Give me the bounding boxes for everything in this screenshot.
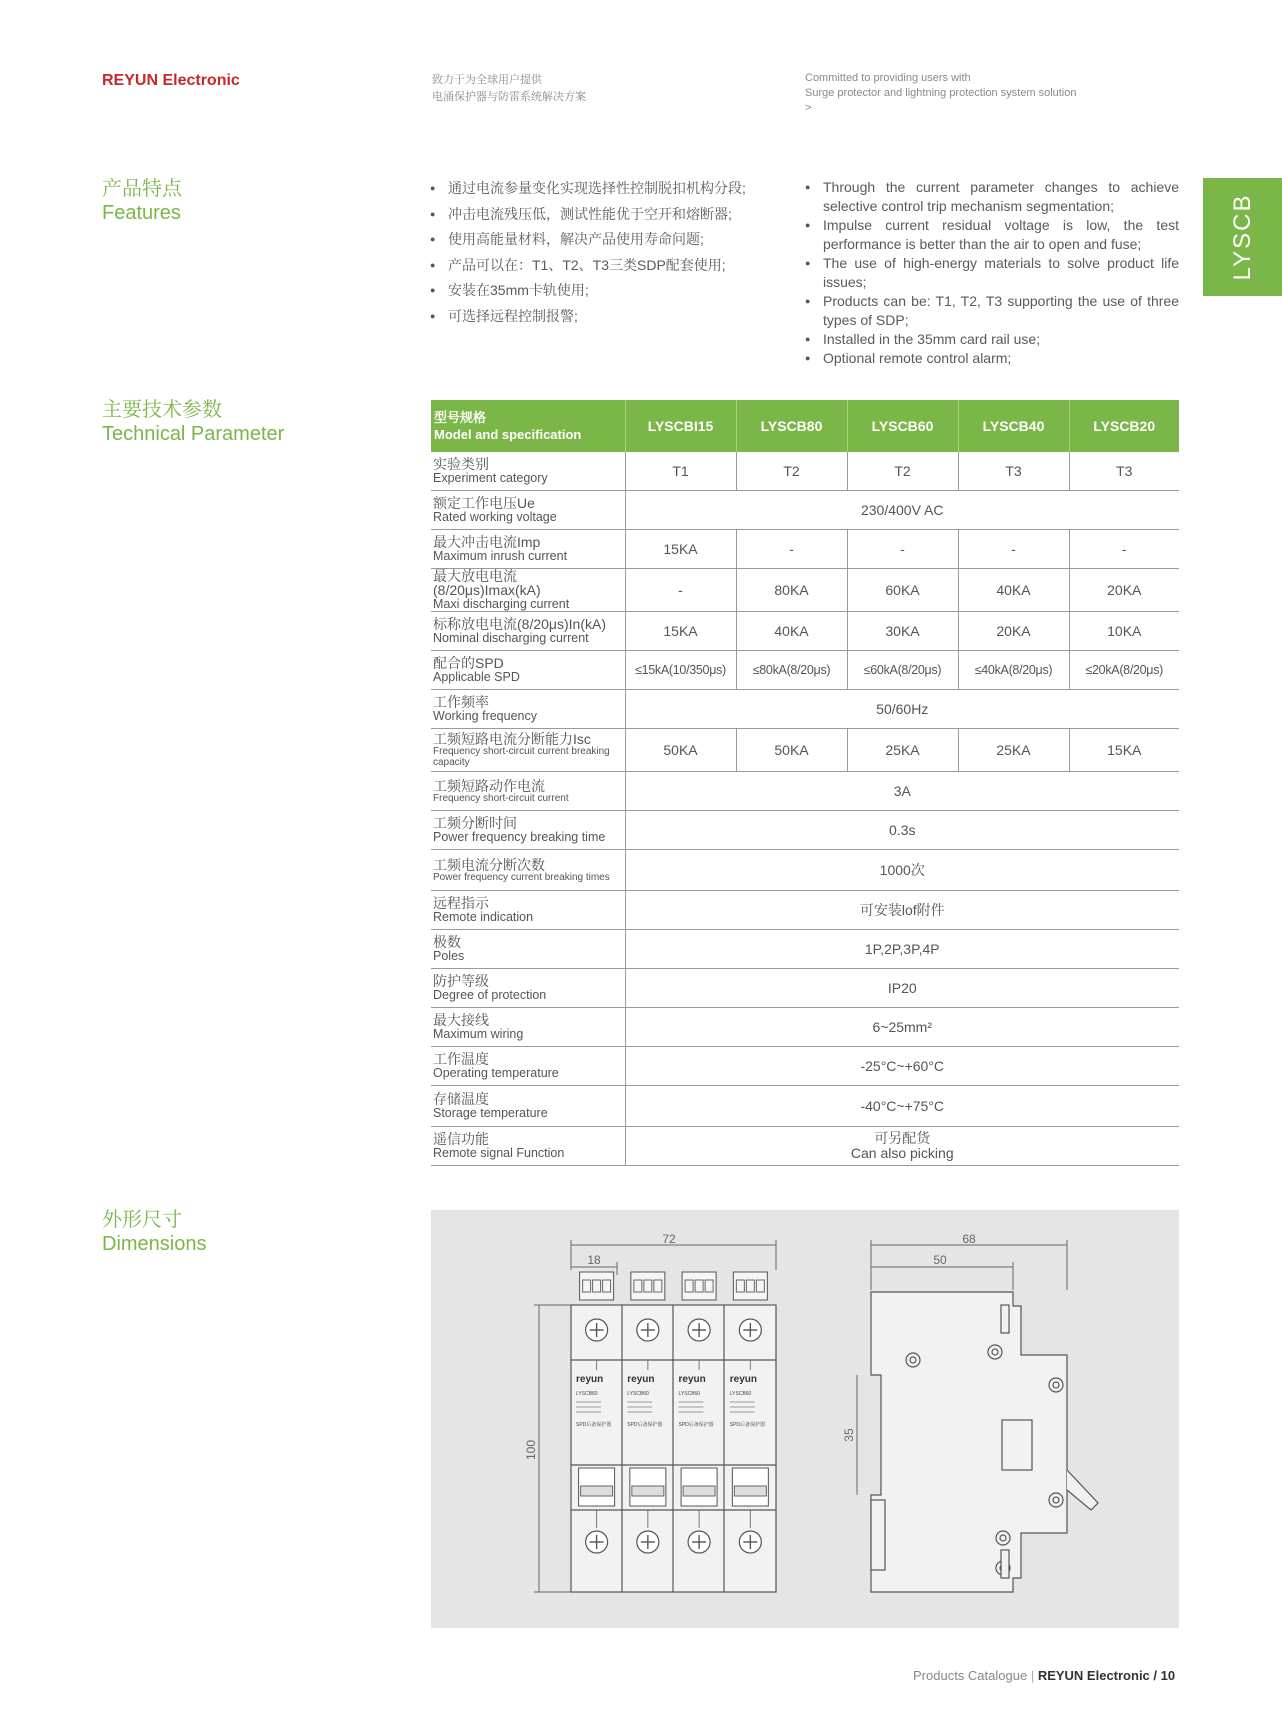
- spec-cell: 40KA: [958, 569, 1069, 612]
- spec-cell: T2: [847, 452, 958, 491]
- features-title-cn: 产品特点: [102, 178, 182, 200]
- spec-row-label: [431, 891, 625, 930]
- spec-label-cn: 防护等级: [433, 973, 489, 989]
- features-list-cn: [430, 176, 760, 329]
- spec-cell-merged: 50/60Hz: [625, 690, 1179, 729]
- spec-label-cn: 遥信功能: [433, 1131, 489, 1147]
- spec-row: [431, 772, 1179, 811]
- module-logo: reyun: [678, 1374, 706, 1385]
- spec-cell-merged: IP20: [625, 969, 1179, 1008]
- spec-label-en: Degree of protection: [433, 988, 547, 1002]
- spec-cell: ≤15kA(10/350μs): [625, 651, 736, 690]
- spec-cell: T1: [625, 452, 736, 491]
- spec-row: [431, 1047, 1179, 1086]
- spec-cell: 20KA: [1069, 569, 1179, 612]
- spec-header-row: [431, 400, 1179, 452]
- spec-label-en: Nominal discharging current: [433, 631, 589, 645]
- spec-cell: -: [1069, 530, 1179, 569]
- spec-cell: 15KA: [625, 612, 736, 651]
- spec-label-cn: 最大冲击电流Imp: [433, 534, 541, 550]
- spec-cell: ≤80kA(8/20μs): [736, 651, 847, 690]
- features-title: [102, 177, 182, 225]
- dim-total-width: 72: [662, 1232, 676, 1246]
- side-tab-label: LYSCB: [1228, 193, 1256, 281]
- spec-cell: 25KA: [958, 729, 1069, 772]
- spec-label-cn: 最大接线: [433, 1012, 489, 1028]
- spec-row-label: [431, 1127, 625, 1166]
- spec-cell: 80KA: [736, 569, 847, 612]
- spec-cell-merged: -25°C~+60°C: [625, 1047, 1179, 1086]
- spec-label-en: Maximum inrush current: [433, 549, 568, 563]
- spec-row: [431, 729, 1179, 772]
- module-logo: reyun: [627, 1374, 655, 1385]
- spec-row-label: [431, 530, 625, 569]
- spec-row: [431, 651, 1179, 690]
- spec-cell-merged: 1P,2P,3P,4P: [625, 930, 1179, 969]
- spec-cell: T3: [1069, 452, 1179, 491]
- spec-label-en: Power frequency current breaking times: [433, 871, 610, 883]
- model-header: LYSCB60: [847, 400, 958, 452]
- feature-item-en: ● The use of high-energy materials to solve product life issues;: [805, 254, 1179, 292]
- spec-label-en: Power frequency breaking time: [433, 830, 606, 844]
- technical-title: [102, 398, 284, 446]
- spec-cell-merged: 0.3s: [625, 811, 1179, 850]
- spec-row-label: [431, 772, 625, 811]
- spec-row-label: [431, 1008, 625, 1047]
- spec-label-en: Operating temperature: [433, 1066, 559, 1080]
- spec-row-label: [431, 811, 625, 850]
- technical-title-en: Technical Parameter: [102, 423, 285, 445]
- module-model: LYSCB60: [627, 1391, 649, 1397]
- tagline-en-line-2: Surge protector and lightning protection system solution: [805, 87, 1077, 99]
- feature-item-cn: ● 冲击电流残压低，测试性能优于空开和熔断器;: [430, 202, 760, 228]
- tagline-en-arrow: >: [805, 102, 812, 114]
- module-model: LYSCB60: [576, 1391, 598, 1397]
- spec-label-cn: 工频短路动作电流: [433, 777, 545, 794]
- spec-label-cn: 最大放电电流(8/20μs)Imax(kA): [433, 568, 541, 598]
- spec-header-cn: 型号规格: [434, 410, 487, 425]
- spec-row-label: [431, 1086, 625, 1127]
- spec-cell-merged-en: Can also picking: [850, 1145, 954, 1161]
- features-list-en: [805, 178, 1179, 368]
- dimensions-title-cn: 外形尺寸: [102, 1209, 182, 1231]
- spec-row-label: [431, 930, 625, 969]
- spec-row-label: [431, 850, 625, 891]
- spec-row-label: [431, 1047, 625, 1086]
- module-label: SPD后备保护器: [627, 1422, 663, 1428]
- spec-cell: 15KA: [625, 530, 736, 569]
- spec-label-cn: 实验类别: [433, 456, 489, 472]
- spec-label-en: Storage temperature: [433, 1106, 548, 1120]
- spec-row: [431, 930, 1179, 969]
- module-logo: reyun: [729, 1374, 757, 1385]
- spec-cell-merged: -40°C~+75°C: [625, 1086, 1179, 1127]
- spec-row: [431, 811, 1179, 850]
- feature-item-cn: ● 使用高能量材料，解决产品使用寿命问题;: [430, 227, 760, 253]
- tagline-en-line-1: Committed to providing users with: [805, 72, 971, 84]
- feature-item-en: ● Impulse current residual voltage is low, the test performance is better than the air to open and fuse;: [805, 216, 1179, 254]
- dimensions-drawing-area: [431, 1210, 1179, 1628]
- feature-item-en: ● Installed in the 35mm card rail use;: [805, 330, 1179, 349]
- spec-cell: 20KA: [958, 612, 1069, 651]
- spec-cell-merged: 1000次: [625, 850, 1179, 891]
- spec-cell-merged: [625, 1127, 1179, 1166]
- spec-row: [431, 569, 1179, 612]
- spec-label-cn: 标称放电电流(8/20μs)In(kA): [433, 616, 606, 632]
- brand-name: REYUN Electronic: [102, 72, 240, 89]
- spec-row: [431, 969, 1179, 1008]
- spec-cell: T3: [958, 452, 1069, 491]
- spec-label-en: Maxi discharging current: [433, 597, 570, 611]
- module-model: LYSCB60: [678, 1391, 701, 1397]
- spec-cell: 10KA: [1069, 612, 1179, 651]
- spec-cell: -: [625, 569, 736, 612]
- spec-row-label: [431, 969, 625, 1008]
- spec-label-cn: 工频电流分断次数: [433, 856, 545, 873]
- spec-header-en: Model and specification: [434, 427, 582, 442]
- module-label: SPD后备保护器: [729, 1422, 766, 1428]
- spec-label-cn: 工作温度: [433, 1051, 489, 1067]
- spec-cell: -: [847, 530, 958, 569]
- model-header: LYSCBI15: [625, 400, 736, 452]
- dim-rail: 35: [842, 1428, 856, 1442]
- side-tab: [1203, 178, 1282, 296]
- dim-depth: 68: [962, 1232, 976, 1246]
- spec-cell-merged: 6~25mm²: [625, 1008, 1179, 1047]
- feature-item-en: ● Optional remote control alarm;: [805, 349, 1179, 368]
- spec-cell: 50KA: [625, 729, 736, 772]
- spec-label-en: Rated working voltage: [433, 510, 557, 524]
- spec-cell: ≤60kA(8/20μs): [847, 651, 958, 690]
- dimensions-title-en: Dimensions: [102, 1233, 207, 1255]
- tagline-cn-line-2: 电涌保护器与防雷系统解决方案: [432, 91, 586, 103]
- spec-row: [431, 530, 1179, 569]
- spec-row: [431, 850, 1179, 891]
- model-header: LYSCB20: [1069, 400, 1179, 452]
- spec-row: [431, 690, 1179, 729]
- feature-item-en: ● Products can be: T1, T2, T3 supporting the use of three types of SDP;: [805, 292, 1179, 330]
- tagline-cn-line-1: 致力于为全球用户提供: [432, 74, 542, 86]
- spec-cell-merged-cn: 可另配货: [874, 1130, 931, 1146]
- spec-table-body: [431, 452, 1179, 1166]
- spec-row: [431, 1127, 1179, 1166]
- spec-row-label: [431, 690, 625, 729]
- spec-label-cn: 存储温度: [433, 1091, 489, 1107]
- spec-row-label: [431, 452, 625, 491]
- model-header: LYSCB80: [736, 400, 847, 452]
- footer-catalogue: Products Catalogue: [913, 1668, 1028, 1683]
- spec-label-cn: 工频分断时间: [433, 815, 517, 831]
- spec-label-en: Remote indication: [433, 910, 534, 924]
- spec-label-cn: 工频短路电流分断能力Isc: [433, 731, 591, 747]
- tagline-cn: [432, 72, 586, 106]
- spec-label-en: Applicable SPD: [433, 670, 520, 684]
- module-logo: reyun: [576, 1374, 604, 1385]
- spec-cell: 60KA: [847, 569, 958, 612]
- spec-label-cn: 极数: [433, 934, 461, 950]
- feature-item-cn: ● 安装在35mm卡轨使用;: [430, 278, 760, 304]
- spec-cell: 50KA: [736, 729, 847, 772]
- model-header: LYSCB40: [958, 400, 1069, 452]
- spec-row: [431, 612, 1179, 651]
- spec-label-en: Frequency short-circuit current: [433, 792, 569, 804]
- features-title-en: Features: [102, 202, 181, 224]
- spec-label-en: Remote signal Function: [433, 1146, 565, 1160]
- dimensions-title: [102, 1208, 206, 1256]
- spec-label-en: Maximum wiring: [433, 1027, 524, 1041]
- dim-inner: 50: [933, 1253, 947, 1267]
- spec-header-model: [431, 400, 625, 452]
- dim-module-width: 18: [587, 1253, 601, 1267]
- footer-page: / 10: [1153, 1668, 1176, 1683]
- spec-cell: 30KA: [847, 612, 958, 651]
- spec-cell: ≤20kA(8/20μs): [1069, 651, 1179, 690]
- spec-row-label: [431, 651, 625, 690]
- spec-label-en: Experiment category: [433, 471, 548, 485]
- dimensions-drawing: [431, 1210, 1179, 1628]
- spec-row-label: [431, 729, 625, 772]
- feature-item-cn: ● 产品可以在：T1、T2、T3三类SDP配套使用;: [430, 253, 760, 279]
- spec-label-en: Working frequency: [433, 709, 537, 723]
- spec-row: [431, 1086, 1179, 1127]
- feature-item-cn: ● 通过电流参量变化实现选择性控制脱扣机构分段;: [430, 176, 760, 202]
- spec-cell: 40KA: [736, 612, 847, 651]
- spec-row: [431, 1008, 1179, 1047]
- spec-label-en: Poles: [433, 949, 465, 963]
- spec-cell: T2: [736, 452, 847, 491]
- module-label: SPD后备保护器: [576, 1422, 612, 1428]
- tagline-en: [805, 71, 1077, 116]
- spec-cell: 15KA: [1069, 729, 1179, 772]
- spec-row-label: [431, 569, 625, 612]
- feature-item-en: ● Through the current parameter changes to achieve selective control trip mechanism segmentation;: [805, 178, 1179, 216]
- spec-cell: -: [958, 530, 1069, 569]
- spec-cell-merged: 可安装lof附件: [625, 891, 1179, 930]
- side-view: [871, 1292, 1098, 1592]
- spec-cell-merged: 230/400V AC: [625, 491, 1179, 530]
- technical-title-cn: 主要技术参数: [102, 399, 222, 421]
- spec-cell: -: [736, 530, 847, 569]
- spec-row-label: [431, 491, 625, 530]
- spec-row: [431, 891, 1179, 930]
- spec-cell-merged: 3A: [625, 772, 1179, 811]
- spec-row: [431, 452, 1179, 491]
- module-label: SPD后备保护器: [678, 1422, 714, 1428]
- spec-label-cn: 工作频率: [433, 694, 489, 710]
- dim-height: 100: [524, 1439, 538, 1461]
- module-model: LYSCB60: [729, 1391, 752, 1397]
- spec-label-cn: 远程指示: [433, 895, 489, 911]
- spec-label-cn: 额定工作电压Ue: [433, 495, 535, 511]
- spec-table: [431, 400, 1179, 1166]
- spec-row-label: [431, 612, 625, 651]
- spec-label-cn: 配合的SPD: [433, 655, 504, 671]
- page-footer: Products Catalogue | REYUN Electronic / 10: [913, 1668, 1176, 1683]
- feature-item-cn: ● 可选择远程控制报警;: [430, 304, 760, 330]
- spec-row: [431, 491, 1179, 530]
- spec-cell: 25KA: [847, 729, 958, 772]
- spec-label-en: Frequency short-circuit current breaking capacity: [433, 746, 610, 768]
- spec-cell: ≤40kA(8/20μs): [958, 651, 1069, 690]
- footer-brand: REYUN Electronic: [1037, 1668, 1150, 1683]
